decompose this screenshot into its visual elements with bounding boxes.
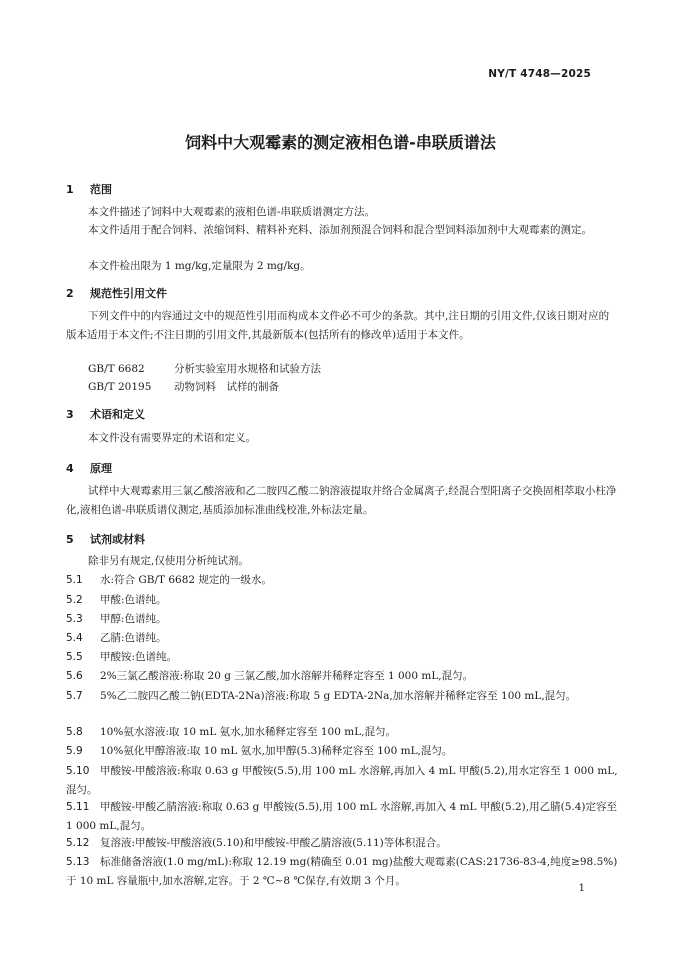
section-title: 试剂或材料: [90, 533, 145, 546]
section-title: 范围: [90, 183, 112, 196]
item-text: 10%氨水溶液:取 10 mL 氨水,加水稀释定容至 100 mL,混匀。: [100, 726, 396, 738]
paragraph: 本文件适用于配合饲料、浓缩饲料、精料补充料、添加剂预混合饲料和混合型饲料添加剂中大观霉素的测定。: [88, 224, 592, 236]
item-text: 甲酸铵-甲酸溶液:称取 0.63 g 甲酸铵(5.5),用 100 mL 水溶解,再加入 4 mL 甲酸(5.2),用水定容至 1 000 mL,混匀。: [66, 765, 618, 796]
item-text: 乙腈:色谱纯。: [100, 632, 167, 644]
item-text: 复溶液:甲酸铵-甲酸溶液(5.10)和甲酸铵-甲酸乙腈溶液(5.11)等体积混合。: [100, 837, 447, 849]
reference-title: 动物饲料 试样的制备: [174, 381, 279, 393]
item-number: 5.13: [66, 856, 90, 868]
item-text: 标准储备溶液(1.0 mg/mL):称取 12.19 mg(精确至 0.01 mg)盐酸大观霉素(CAS:21736-83-4,纯度≥98.5%)于 10 mL 容量瓶中,加水溶解,定容。于 2 ℃~8 ℃保存,有效期 3 个月。: [66, 856, 618, 887]
paragraph: 本文件检出限为 1 mg/kg,定量限为 2 mg/kg。: [88, 260, 311, 272]
reagent-item: [66, 610, 618, 629]
normative-reference: [88, 361, 321, 376]
reagent-item: [66, 834, 618, 853]
section-number: 3: [66, 408, 74, 421]
item-number: 5.1: [66, 574, 83, 586]
reference-title: 分析实验室用水规格和试验方法: [174, 363, 321, 375]
section-title: 原理: [90, 462, 112, 475]
item-number: 5.10: [66, 765, 90, 777]
reagent-item: [66, 762, 618, 799]
item-number: 5.11: [66, 801, 90, 813]
section-heading-4: [66, 460, 112, 476]
reagent-item: [66, 853, 618, 890]
reagent-item: [66, 798, 618, 835]
item-number: 5.3: [66, 613, 83, 625]
reference-code: GB/T 6682: [88, 363, 145, 375]
reagent-item: [66, 723, 618, 742]
item-text: 甲酸铵:色谱纯。: [100, 651, 178, 663]
section-number: 2: [66, 287, 74, 300]
item-number: 5.12: [66, 837, 90, 849]
item-number: 5.8: [66, 726, 83, 738]
reagent-item: [66, 742, 618, 761]
reagent-item: [66, 687, 618, 706]
reagent-item: [66, 629, 618, 648]
item-number: 5.5: [66, 651, 83, 663]
reagent-item: [66, 648, 618, 667]
reference-code: GB/T 20195: [88, 381, 152, 393]
standard-code: NY/T 4748—2025: [488, 68, 591, 80]
item-number: 5.9: [66, 745, 83, 757]
paragraph: 试样中大观霉素用三氯乙酸溶液和乙二胺四乙酸二钠溶液提取并络合金属离子,经混合型阳离子交换固相萃取小柱净化,液相色谱-串联质谱仪测定,基质添加标准曲线校准,外标法定量。: [66, 485, 617, 516]
item-number: 5.7: [66, 690, 83, 702]
item-number: 5.6: [66, 670, 83, 682]
item-text: 甲酸:色谱纯。: [100, 594, 167, 606]
paragraph: 本文件没有需要界定的术语和定义。: [88, 432, 256, 444]
item-text: 10%氨化甲醇溶液:取 10 mL 氨水,加甲醇(5.3)稀释定容至 100 mL,混匀。: [100, 745, 453, 757]
item-text: 2%三氯乙酸溶液:称取 20 g 三氯乙酸,加水溶解并稀释定容至 1 000 mL,混匀。: [100, 670, 474, 682]
reagent-item: [66, 571, 618, 590]
document-title: 饲料中大观霉素的测定液相色谱-串联质谱法: [185, 133, 496, 152]
section-title: 规范性引用文件: [90, 287, 167, 300]
reagent-item: [66, 667, 618, 686]
section-heading-1: [66, 181, 112, 197]
paragraph: 下列文件中的内容通过文中的规范性引用而构成本文件必不可少的条款。其中,注日期的引用文件,仅该日期对应的版本适用于本文件;不注日期的引用文件,其最新版本(包括所有的修改单)适用于本文件。: [66, 310, 610, 341]
item-text: 甲酸铵-甲酸乙腈溶液:称取 0.63 g 甲酸铵(5.5),用 100 mL 水溶解,再加入 4 mL 甲酸(5.2),用乙腈(5.4)定容至 1 000 mL,混匀。: [66, 801, 617, 832]
section-title: 术语和定义: [90, 408, 145, 421]
item-text: 水:符合 GB/T 6682 规定的一级水。: [100, 574, 272, 586]
section-heading-2: [66, 285, 167, 301]
paragraph: 除非另有规定,仅使用分析纯试剂。: [88, 555, 249, 567]
section-number: 1: [66, 183, 74, 196]
reagent-item: [66, 591, 618, 610]
page-number: 1: [578, 883, 585, 894]
section-number: 5: [66, 533, 74, 546]
item-text: 甲醇:色谱纯。: [100, 613, 167, 625]
section-number: 4: [66, 462, 74, 475]
section-heading-3: [66, 406, 145, 422]
item-number: 5.4: [66, 632, 83, 644]
paragraph: 本文件描述了饲料中大观霉素的液相色谱-串联质谱测定方法。: [88, 206, 376, 218]
item-text: 5%乙二胺四乙酸二钠(EDTA-2Na)溶液:称取 5 g EDTA-2Na,加水溶解并稀释定容至 100 mL,混匀。: [100, 690, 577, 702]
section-heading-5: [66, 531, 145, 547]
normative-reference: [88, 379, 279, 394]
item-number: 5.2: [66, 594, 83, 606]
